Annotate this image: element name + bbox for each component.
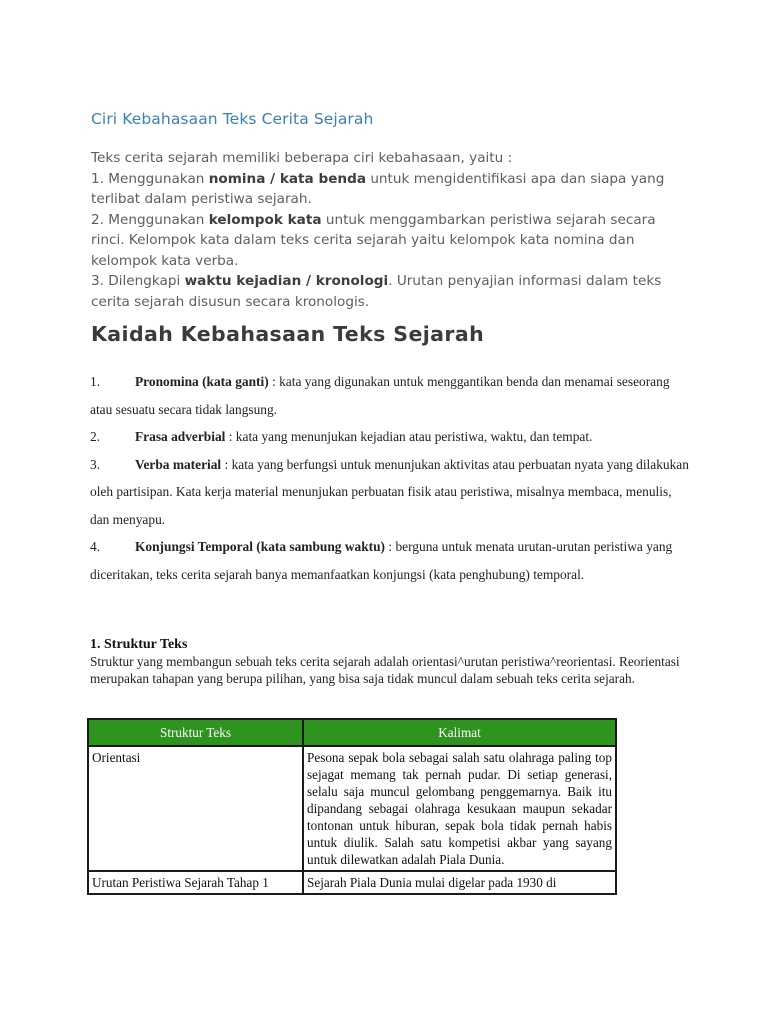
ciri-kebahasaan-body [91, 148, 681, 312]
kaidah-item-1: 1. Pronomina (kata ganti) : kata yang digunakan untuk menggantikan benda dan menamai seseorang atau sesuatu secara tidak langsung. [90, 374, 670, 417]
kaidah-item-4: 4. Konjungsi Temporal (kata sambung waktu) : berguna untuk menata urutan-urutan peristiwa yang diceritakan, teks cerita sejarah banya memanfaatkan konjungsi (kata penghubung) temporal. [90, 539, 673, 582]
header-struktur-teks: Struktur Teks [88, 719, 303, 746]
ciri-intro: Teks cerita sejarah memiliki beberapa ciri kebahasaan, yaitu : [91, 150, 513, 166]
ciri-kebahasaan-heading: Ciri Kebahasaan Teks Cerita Sejarah [91, 110, 374, 128]
ciri-item-2: 2. Menggunakan kelompok kata untuk menggambarkan peristiwa sejarah secara rinci. Kelompok kata dalam teks cerita sejarah yaitu kelompok kata nomina dan kelompok kata verba. [91, 211, 656, 269]
struktur-teks-heading: 1. Struktur Teks [90, 637, 188, 652]
kaidah-list [90, 368, 690, 588]
kaidah-item-2: 2. Frasa adverbial : kata yang menunjukan kejadian atau peristiwa, waktu, dan tempat. [90, 429, 593, 444]
cell-struktur: Orientasi [88, 746, 303, 871]
struktur-table [87, 718, 617, 895]
kaidah-item-3: 3. Verba material : kata yang berfungsi untuk menunjukan aktivitas atau perbuatan nyata yang dilakukan oleh partisipan. Kata kerja material menunjukan perbuatan fisik atau peristiwa, misalnya membaca, menulis, dan menyapu. [90, 456, 689, 527]
cell-kalimat: Sejarah Piala Dunia mulai digelar pada 1930 di [303, 871, 616, 894]
cell-struktur: Urutan Peristiwa Sejarah Tahap 1 [88, 871, 303, 894]
struktur-description: Struktur yang membangun sebuah teks cerita sejarah adalah orientasi^urutan peristiwa^reorientasi. Reorientasi merupakan tahapan yang berupa pilihan, yang bisa saja tidak muncul dalam sebuah teks cerita sejarah. [90, 654, 680, 686]
kaidah-kebahasaan-heading: Kaidah Kebahasaan Teks Sejarah [91, 322, 485, 346]
ciri-item-3: 3. Dilengkapi waktu kejadian / kronologi. Urutan penyajian informasi dalam teks cerita sejarah disusun secara kronologis. [91, 273, 662, 310]
table-header-row [88, 719, 616, 746]
table-row [88, 871, 616, 894]
cell-kalimat: Pesona sepak bola sebagai salah satu olahraga paling top sejagat memang tak pernah pudar. Di setiap generasi, selalu saja muncul gelombang penggemarnya. Baik itu dipandang sebagai olahraga kesukaan maupun sekadar tontonan untuk hiburan, sepak bola tidak pernah habis untuk diulik. Salah satu kompetisi akbar yang sayang untuk dilewatkan adalah Piala Dunia. [303, 746, 616, 871]
header-kalimat: Kalimat [303, 719, 616, 746]
table-row [88, 746, 616, 871]
ciri-item-1: 1. Menggunakan nomina / kata benda untuk mengidentifikasi apa dan siapa yang terlibat dalam peristiwa sejarah. [91, 170, 665, 207]
